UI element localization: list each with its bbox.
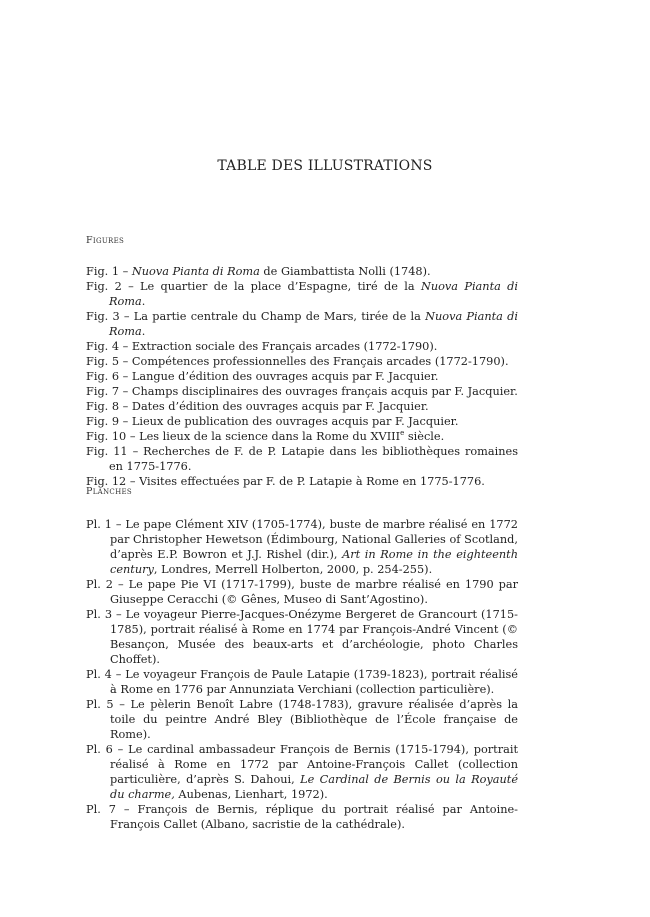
planches-list <box>86 517 518 832</box>
figure-entry: Fig. 12 – Visites effectuées par F. de P. Latapie à Rome en 1775-1776. <box>86 475 485 488</box>
figure-entry: Fig. 9 – Lieux de publication des ouvrages acquis par F. Jacquier. <box>86 415 459 428</box>
figure-entry: Fig. 7 – Champs disciplinaires des ouvrages français acquis par F. Jacquier. <box>86 385 518 398</box>
plate-entry: Pl. 6 – Le cardinal ambassadeur François de Bernis (1715-1794), portrait réalisé à Rome en 1772 par Antoine-François Callet (collection particulière, d’après S. Dahoui, Le Cardinal de Bernis ou la Royauté du charme, Aubenas, Lienhart, 1972). <box>86 743 518 801</box>
plate-entry: Pl. 3 – Le voyageur Pierre-Jacques-Onézyme Bergeret de Grancourt (1715-1785), portrait réalisé à Rome en 1774 par François-André Vincent (© Besançon, Musée des beaux-arts et d’archéologie, photo Charles Choffet). <box>86 608 518 666</box>
plate-entry: Pl. 5 – Le pèlerin Benoît Labre (1748-1783), gravure réalisée d’après la toile du peintre André Bley (Bibliothèque de l’École française de Rome). <box>86 698 518 741</box>
figures-list <box>86 264 518 489</box>
figure-entry: Fig. 8 – Dates d’édition des ouvrages acquis par F. Jacquier. <box>86 400 429 413</box>
planches-heading: Planches <box>86 486 132 497</box>
figure-entry: Fig. 3 – La partie centrale du Champ de Mars, tirée de la Nuova Pianta di Roma. <box>86 310 518 338</box>
figure-entry: Fig. 6 – Langue d’édition des ouvrages acquis par F. Jacquier. <box>86 370 439 383</box>
figure-entry: Fig. 2 – Le quartier de la place d’Espagne, tiré de la Nuova Pianta di Roma. <box>86 280 519 308</box>
page-title: TABLE DES ILLUSTRATIONS <box>217 158 433 174</box>
figure-entry: Fig. 1 – Nuova Pianta di Roma de Giambattista Nolli (1748). <box>86 265 431 278</box>
plate-entry: Pl. 2 – Le pape Pie VI (1717-1799), buste de marbre réalisé en 1790 par Giuseppe Ceracchi (© Gênes, Museo di Sant’Agostino). <box>86 578 518 606</box>
figure-entry: Fig. 5 – Compétences professionnelles des Français arcades (1772-1790). <box>86 355 509 368</box>
plate-entry: Pl. 1 – Le pape Clément XIV (1705-1774), buste de marbre réalisé en 1772 par Christopher Hewetson (Édimbourg, National Galleries of Scotland, d’après E.P. Bowron et J.J. Rishel (dir.), Art in Rome in the eighteenth century, Londres, Merrell Holberton, 2000, p. 254-255). <box>86 518 519 576</box>
figure-entry: Fig. 10 – Les lieux de la science dans la Rome du XVIIIe siècle. <box>86 429 445 443</box>
figure-entry: Fig. 11 – Recherches de F. de P. Latapie dans les bibliothèques romaines en 1775-1776. <box>86 445 518 473</box>
plate-entry: Pl. 4 – Le voyageur François de Paule Latapie (1739-1823), portrait réalisé à Rome en 1776 par Annunziata Verchiani (collection particulière). <box>86 668 518 696</box>
plate-entry: Pl. 7 – François de Bernis, réplique du portrait réalisé par Antoine-François Callet (Albano, sacristie de la cathédrale). <box>86 803 518 831</box>
figures-heading: Figures <box>86 235 125 246</box>
figure-entry: Fig. 4 – Extraction sociale des Français arcades (1772-1790). <box>86 340 438 353</box>
